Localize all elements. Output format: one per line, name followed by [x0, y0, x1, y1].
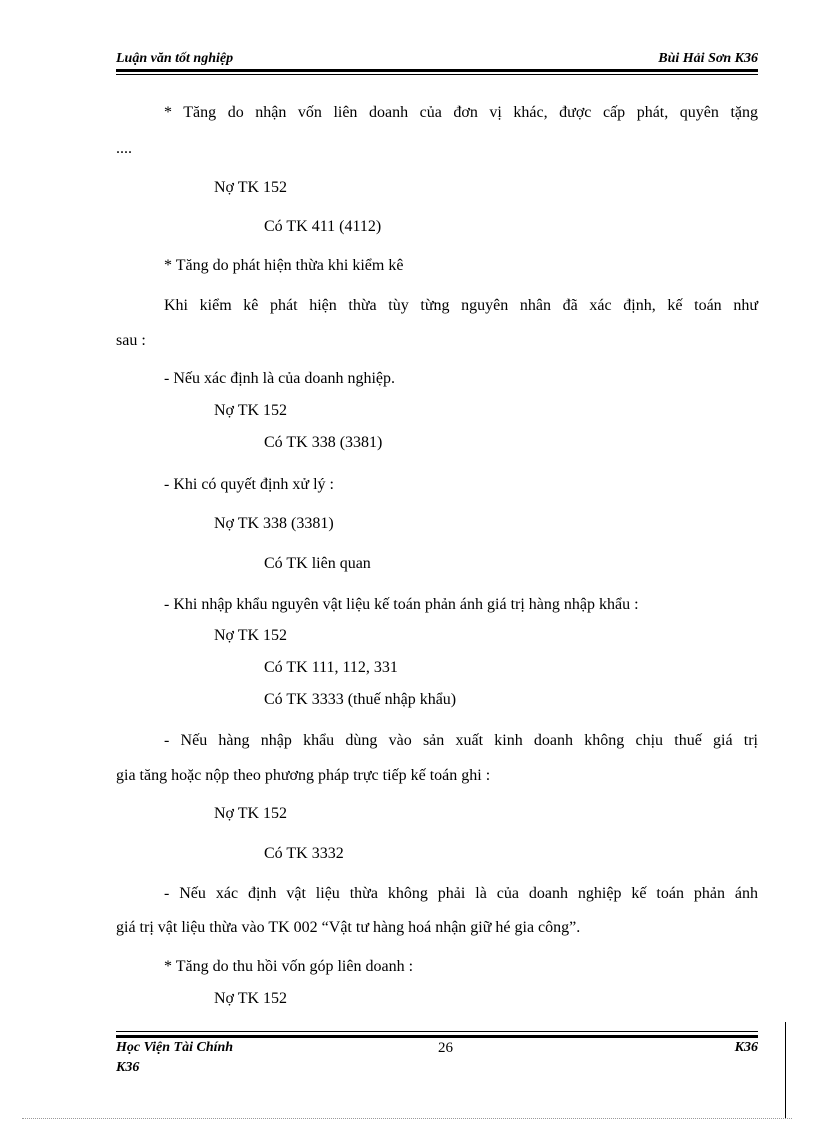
header-author: Bùi Hải Sơn K36 [658, 51, 758, 66]
entry-debit: Nợ TK 338 (3381) [214, 515, 334, 532]
footer-institution: Học Viện Tài Chính [116, 1040, 234, 1055]
paragraph-line: * Tăng do nhận vốn liên doanh của đơn vị khác, được cấp phát, quyên tặng [164, 104, 758, 121]
section-heading: * Tăng do thu hồi vốn góp liên doanh : [164, 958, 414, 975]
entry-credit: Có TK 111, 112, 331 [264, 659, 398, 676]
paragraph-line: Khi kiểm kê phát hiện thừa tùy từng nguyên nhân đã xác định, kế toán như [164, 297, 758, 314]
entry-debit: Nợ TK 152 [214, 627, 288, 644]
entry-credit: Có TK liên quan [264, 555, 371, 572]
case-line: - Khi có quyết định xử lý : [164, 476, 334, 493]
entry-debit: Nợ TK 152 [214, 990, 288, 1007]
entry-debit: Nợ TK 152 [214, 805, 288, 822]
page-header [116, 48, 758, 70]
paragraph-line: - Nếu hàng nhập khẩu dùng vào sản xuất kinh doanh không chịu thuế giá trị [164, 732, 758, 749]
entry-credit: Có TK 3333 (thuế nhập khẩu) [264, 691, 457, 708]
entry-debit: Nợ TK 152 [214, 179, 288, 196]
header-rule-thick [116, 69, 758, 72]
section-heading: * Tăng do phát hiện thừa khi kiểm kê [164, 257, 404, 274]
paragraph-line: .... [116, 140, 132, 157]
page-margin-line [785, 1022, 786, 1118]
case-line: - Nếu xác định là của doanh nghiệp. [164, 370, 396, 387]
page-number: 26 [438, 1040, 453, 1056]
footer-class-left: K36 [116, 1060, 140, 1075]
page-bottom-dotted-border [22, 1118, 792, 1119]
paragraph-line: gia tăng hoặc nộp theo phương pháp trực tiếp kế toán ghi : [116, 767, 491, 784]
paragraph-line: - Nếu xác định vật liệu thừa không phải là của doanh nghiệp kế toán phản ánh [164, 885, 758, 902]
entry-credit: Có TK 3332 [264, 845, 344, 862]
case-line: - Khi nhập khẩu nguyên vật liệu kế toán phản ánh giá trị hàng nhập khẩu : [164, 596, 639, 613]
entry-credit: Có TK 338 (3381) [264, 434, 383, 451]
header-rule-thin [116, 74, 758, 75]
footer-rule-thick [116, 1035, 758, 1038]
footer-class: K36 [734, 1040, 758, 1055]
paragraph-line: sau : [116, 332, 146, 349]
header-title: Luận văn tốt nghiệp [116, 51, 234, 66]
footer-rule-thin [116, 1031, 758, 1032]
paragraph-line: giá trị vật liệu thừa vào TK 002 “Vật tư hàng hoá nhận giữ hé gia công”. [116, 919, 581, 936]
entry-debit: Nợ TK 152 [214, 402, 288, 419]
entry-credit: Có TK 411 (4112) [264, 218, 382, 235]
